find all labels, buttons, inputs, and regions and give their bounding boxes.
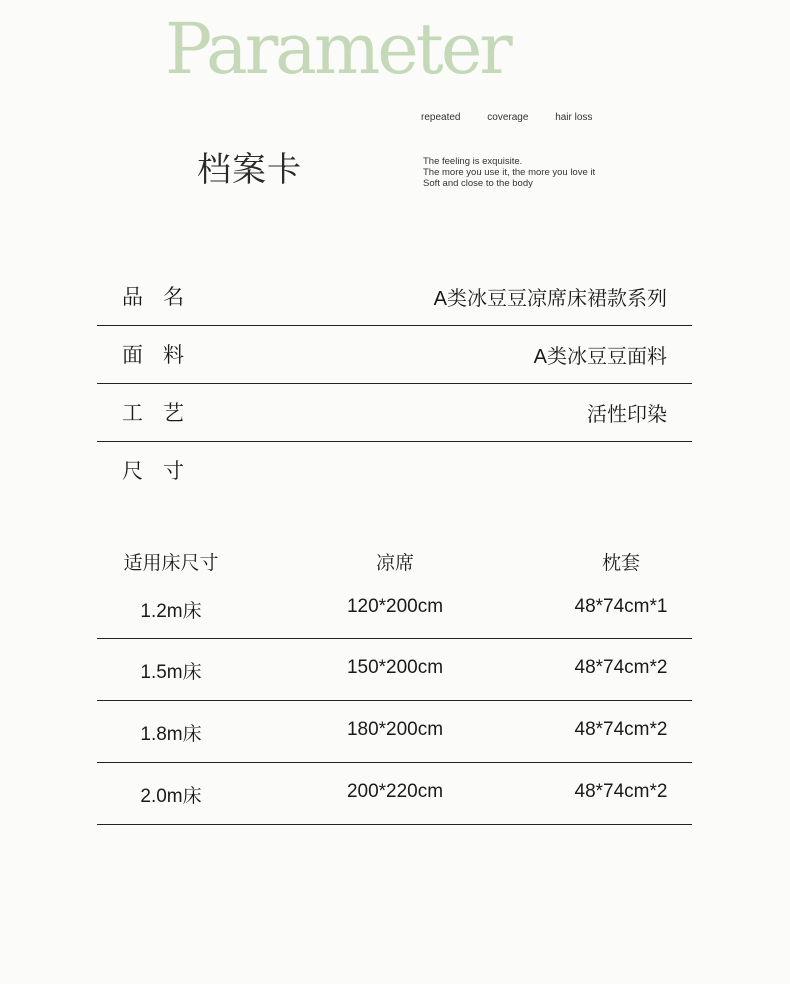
tag-repeated: repeated	[421, 112, 461, 123]
table-cell: 1.2m床	[140, 601, 202, 622]
size-table-header	[97, 540, 692, 582]
tag-hair-loss: hair loss	[555, 112, 593, 123]
table-row	[97, 763, 692, 825]
spec-label: 工艺	[122, 402, 204, 425]
tagline-line-3: Soft and close to the body	[423, 178, 533, 189]
card-title: 档案卡	[197, 150, 302, 190]
spec-row-name	[97, 268, 692, 326]
spec-table	[97, 268, 692, 499]
spec-label: 尺寸	[122, 460, 204, 483]
feature-tags	[421, 112, 616, 123]
table-cell: 180*200cm	[346, 719, 444, 740]
column-header-pillowcase: 枕套	[601, 553, 641, 574]
table-cell: 48*74cm*1	[574, 596, 668, 617]
size-table	[97, 540, 692, 825]
tagline	[423, 156, 595, 189]
spec-row-fabric	[97, 326, 692, 384]
column-header-mat: 凉席	[375, 553, 415, 574]
tagline-line-2: The more you use it, the more you love it	[423, 167, 596, 178]
table-cell: 120*200cm	[346, 596, 444, 617]
table-row	[97, 701, 692, 763]
table-cell: 1.5m床	[140, 662, 202, 683]
table-row	[97, 639, 692, 701]
table-cell: 2.0m床	[140, 786, 202, 807]
spec-label: 品名	[122, 286, 204, 309]
spec-row-size	[97, 442, 692, 499]
table-row	[97, 582, 692, 639]
table-cell: 48*74cm*2	[574, 781, 668, 802]
table-cell: 48*74cm*2	[574, 719, 668, 740]
table-cell: 48*74cm*2	[574, 657, 668, 678]
spec-value: A类冰豆豆凉席床裙款系列	[433, 288, 667, 310]
table-cell: 200*220cm	[346, 781, 444, 802]
table-cell: 150*200cm	[346, 657, 444, 678]
spec-value: A类冰豆豆面料	[533, 346, 667, 368]
spec-row-craft	[97, 384, 692, 442]
tagline-line-1: The feeling is exquisite.	[423, 156, 523, 167]
page-title: Parameter	[165, 8, 510, 90]
column-header-bed-size: 适用床尺寸	[123, 553, 219, 574]
spec-label: 面料	[122, 344, 204, 367]
spec-value: 活性印染	[587, 404, 667, 426]
tag-coverage: coverage	[487, 112, 529, 123]
table-cell: 1.8m床	[140, 724, 202, 745]
